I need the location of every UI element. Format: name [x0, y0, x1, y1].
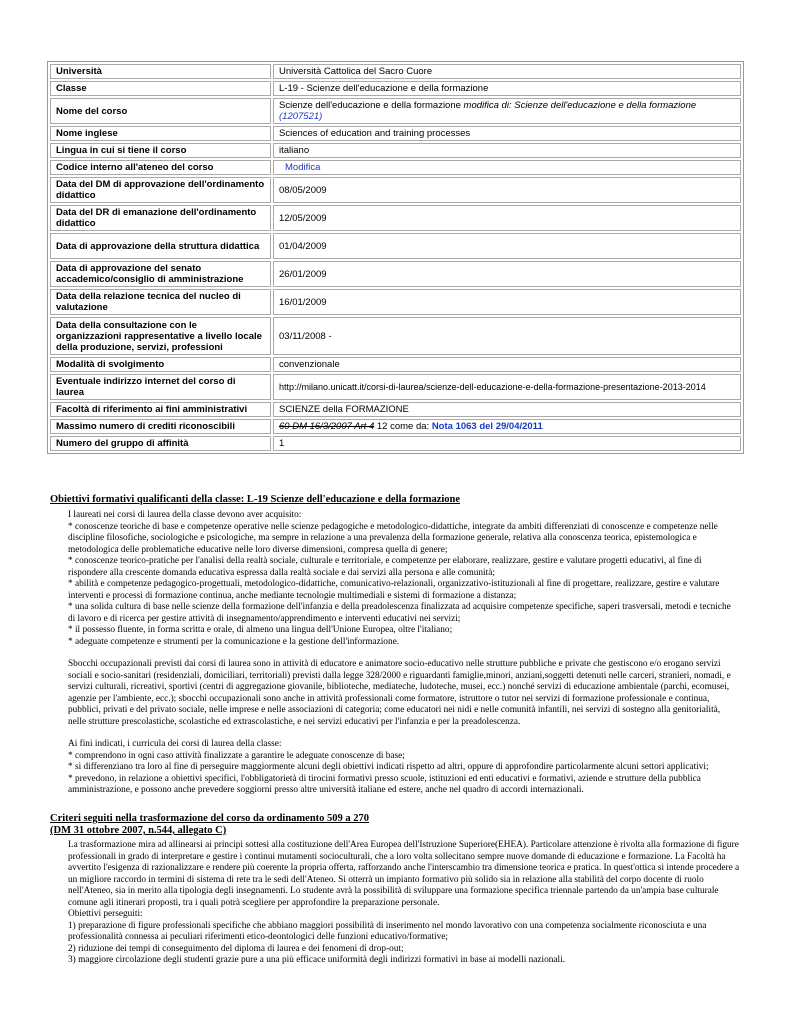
row-label: Classe [50, 81, 271, 96]
paragraph: * il possesso fluente, in forma scritta e orale, di almeno una lingua dell'Unione Europea, oltre l'italiano; [68, 625, 453, 635]
sbocchi-paragraph: Sbocchi occupazionali previsti dai corsi di laurea sono in attività di educatore e animatore socio-educativo nelle strutture pubbliche e private che gestiscono e/o erogano servizi sociali e socio-sanitari (residenziali, domiciliari, territoriali) previsti dalla legge 328/2000 e riguardanti famiglie,minori, anziani,soggetti detenuti nelle carceri, stranieri, nomadi, e servizi culturali, ricreativi, sportivi (centri di aggregazione giovanile, biblioteche, mediateche, ludoteche, musei, ecc.) nonché servizi di educazione ambientale (parchi, ecomusei, agenzie per l'ambiente, ecc.); sbocchi occupazionali sono anche in attività professionali come formatore, istruttore o tutor nei servizi di formazione professionale e continua, pubblici, privati e del privato sociale, nelle imprese e nelle associazioni di categoria; come educatori nei nidi e nelle comunità infantili, nei servizi di sostegno alla genitorialità, nelle strutture prescolastiche, scolastiche ed extrascolastiche, e nei servizi educativi per l'infanzia e per la preadolescenza. [68, 659, 731, 727]
row-value [273, 160, 741, 175]
table-row [50, 419, 741, 434]
paragraph: * abilità e competenze pedagogico-progettuali, metodologico-didattiche, comunicativo-relazionali, organizzativo-istituzionali al fine di progettare, realizzare, gestire e valutare interventi e processi di formazione continua, anche mediante tecnologie multimediali e sistemi di formazione a distanza; [68, 579, 720, 601]
modifica-link[interactable]: Modifica [285, 162, 321, 173]
row-value: L-19 - Scienze dell'educazione e della formazione [273, 81, 741, 96]
table-row [50, 160, 741, 175]
paragraph: I laureati nei corsi di laurea della classe devono aver acquisito: [68, 510, 302, 520]
table-row [50, 143, 741, 158]
paragraph: * comprendono in ogni caso attività finalizzate a garantire le adeguate conoscenze di base; [68, 750, 405, 761]
row-value: 16/01/2009 [273, 289, 741, 315]
row-value [273, 419, 741, 434]
table-row [50, 233, 741, 259]
criteri-body [68, 840, 740, 967]
paragraph: * adeguate competenze e strumenti per la comunicazione e la gestione dell'informazione. [68, 636, 400, 647]
row-label: Università [50, 64, 271, 79]
row-value: SCIENZE della FORMAZIONE [273, 402, 741, 417]
row-value: 03/11/2008 - [273, 317, 741, 355]
table-row [50, 357, 741, 372]
row-label: Codice interno all'ateneo del corso [50, 160, 271, 175]
row-value [273, 98, 741, 124]
row-label: Data di approvazione della struttura didattica [50, 233, 271, 259]
list-item: 1) preparazione di figure professionali specifiche che abbiano maggiori possibilità di inserimento nel mondo lavorativo con una competenza socialmente riconosciuta e una professionalità connessa ai peculiari riferimenti etico-deontologici delle funzioni educativo/formative; [68, 920, 707, 942]
course-name: Scienze dell'educazione e della formazione [279, 100, 461, 111]
table-row [50, 64, 741, 79]
row-value: italiano [273, 143, 741, 158]
nota-link[interactable]: Nota 1063 del 29/04/2011 [431, 421, 543, 432]
table-row [50, 261, 741, 287]
row-label: Massimo numero di crediti riconoscibili [50, 419, 271, 434]
obiettivi-body [68, 510, 740, 797]
row-value[interactable]: http://milano.unicatt.it/corsi-di-laurea/scienze-dell-educazione-e-della-formazione-presentazione-2013-2014 [273, 374, 741, 400]
paragraph: * una solida cultura di base nelle scienze della formazione dell'infanzia e della preadolescenza finalizzata ad acquisire competenze specifiche, saperi trasversali, metodi e tecniche di lavoro e di ricerca per gestire attività di insegnamento/apprendimento e interventi educativi nei servizi; [68, 602, 731, 624]
table-row [50, 289, 741, 315]
paragraph: * conoscenze teorico-pratiche per l'analisi della realtà sociale, culturale e territoriale, e competenze per elaborare, realizzare, gestire e valutare progetti educativi, al fine di rispondere alla crescente domanda educativa espressa dalla realtà sociale e dai servizi alla persona e alle comunità; [68, 556, 702, 578]
row-value: Università Cattolica del Sacro Cuore [273, 64, 741, 79]
course-code-link[interactable]: (1207521) [279, 111, 323, 122]
row-label: Data del DR di emanazione dell'ordinamento didattico [50, 205, 271, 231]
row-value: 01/04/2009 [273, 233, 741, 259]
paragraph: * conoscenze teoriche di base e competenze operative nelle scienze pedagogiche e metodologico-didattiche, integrate da ambiti differenziati di conoscenze e competenze nelle discipline filosofiche, sociologiche e psicologiche, ma sempre in relazione a una prevalenza della formazione generale, relativa alla conoscenza teorica, epistemologica e metodologica delle problematiche educative nelle loro diverse dimensioni, compresa quella di genere; [68, 521, 718, 555]
modifica-text: modifica di: Scienze dell'educazione e della formazione [463, 100, 697, 111]
paragraph: * si differenziano tra loro al fine di perseguire maggiormente alcuni degli obiettivi indicati rispetto ad altri, oppure di approfondire particolarmente alcuni settori applicativi; [68, 762, 709, 772]
course-info-table [47, 61, 744, 454]
paragraph: * prevedono, in relazione a obiettivi specifici, l'obbligatorietà di tirocini formativi presso scuole, istituzioni ed enti educativi e formativi, aziende e strutture della pubblica amministrazione, e possono anche prevedere soggiorni presso altre università italiane ed estere, anche nel quadro di accordi internazionali. [68, 773, 701, 795]
table-row [50, 98, 741, 124]
new-credits-value: 12 come da: [376, 421, 430, 432]
row-label: Numero del gruppo di affinità [50, 436, 271, 451]
obiettivi-section [50, 494, 740, 797]
row-label: Data del DM di approvazione dell'ordinamento didattico [50, 177, 271, 203]
row-value: Sciences of education and training processes [273, 126, 741, 141]
table-row [50, 374, 741, 400]
criteri-section [50, 813, 740, 967]
table-row [50, 177, 741, 203]
row-value: 12/05/2009 [273, 205, 741, 231]
paragraph: Obiettivi perseguiti: [68, 909, 143, 919]
table-row [50, 436, 741, 451]
row-value: 1 [273, 436, 741, 451]
list-item: 3) maggiore circolazione degli studenti grazie pure a una più efficace uniformità degli indirizzi formativi in base ai modelli nazionali. [68, 955, 566, 965]
row-label: Nome del corso [50, 98, 271, 124]
table-row [50, 81, 741, 96]
paragraph: Ai fini indicati, i curricula dei corsi di laurea della classe: [68, 739, 282, 749]
row-label: Facoltà di riferimento ai fini amministrativi [50, 402, 271, 417]
row-value: 08/05/2009 [273, 177, 741, 203]
row-label: Nome inglese [50, 126, 271, 141]
table-row [50, 402, 741, 417]
row-label: Lingua in cui si tiene il corso [50, 143, 271, 158]
row-value: convenzionale [273, 357, 741, 372]
row-label: Eventuale indirizzo internet del corso di laurea [50, 374, 271, 400]
table-row [50, 126, 741, 141]
old-credits-value: 60 DM 16/3/2007 Art 4 [279, 421, 375, 432]
row-label: Data della consultazione con le organizzazioni rappresentative a livello locale della produzione, servizi, professioni [50, 317, 271, 355]
obiettivi-title: Obiettivi formativi qualificanti della classe: L-19 Scienze dell'educazione e della formazione [50, 494, 461, 505]
criteri-subtitle: (DM 31 ottobre 2007, n.544, allegato C) [50, 825, 227, 836]
paragraph: La trasformazione mira ad allinearsi ai principi sottesi alla costituzione dell'Area Europea dell'Istruzione Superiore(EHEA). Particolare attenzione è rivolta alla formazione di figure professionali in grado di interpretare e gestire i continui mutamenti socioculturali, che a loro volta sollecitano sempre nuove domande di educazione e formazione. La Facoltà ha avvertito l'esigenza di razionalizzare e rendere più coerente la propria offerta, rafforzando anche l'interscambio tra dimensione teorica e pratica. In quest'ottica si intende procedere a un migliore raccordo in termini di sistema di rete tra le sedi dell'Ateneo. Si otterrà un impianto formativo più solido sia in relazione alla stabilità del corpo docente di ruolo nell'Ateneo, sia in merito alla tipologia degli insegnamenti. Lo studente avrà la possibilità di sviluppare una formazione specifica triennale partendo da un'ampia base culturale comune agli itinerari proposti, tra i quali potrà scegliere per approfondire la preparazione personale. [68, 840, 740, 908]
table-row [50, 317, 741, 355]
row-label: Data della relazione tecnica del nucleo di valutazione [50, 289, 271, 315]
row-label: Data di approvazione del senato accademico/consiglio di amministrazione [50, 261, 271, 287]
row-value: 26/01/2009 [273, 261, 741, 287]
table-row [50, 205, 741, 231]
list-item: 2) riduzione dei tempi di conseguimento del diploma di laurea e dei fenomeni di drop-out; [68, 943, 404, 954]
row-label: Modalità di svolgimento [50, 357, 271, 372]
criteri-title: Criteri seguiti nella trasformazione del corso da ordinamento 509 a 270 [50, 813, 370, 824]
